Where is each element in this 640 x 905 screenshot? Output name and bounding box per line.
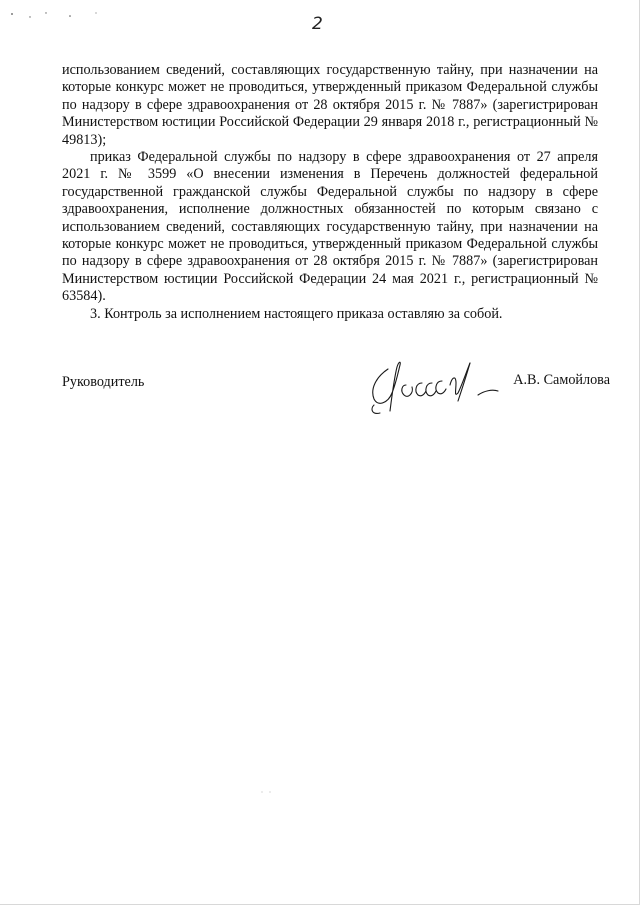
signature-block bbox=[62, 355, 610, 425]
handwritten-signature bbox=[366, 355, 506, 419]
paragraph-control-clause: 3. Контроль за исполнением настоящего приказа оставляю за собой. bbox=[90, 305, 503, 322]
paragraph-continuation: использованием сведений, составляющих государственную тайну, при назначении на которые конкурс может не проводиться, утвержденный приказом Федеральной службы по надзору в сфере здравоохранения от 28 октября 2015 г. № 7887» (зарегистрирован Министерством юстиции Российской Федерации 29 января 2018 г., регистрационный № 49813); bbox=[62, 62, 598, 148]
paragraph-order-reference: приказ Федеральной службы по надзору в сфере здравоохранения от 27 апреля 2021 г. № 3599 «О внесении изменения в Перечень должностей федеральной государственной гражданской службы Федеральной службы по надзору в сфере здравоохранения, исполнение должностных обязанностей по которым связано с использованием сведений, составляющих государственную тайну, при назначении на которые конкурс может не проводиться, утвержденный приказом Федеральной службы по надзору в сфере здравоохранения от 28 октября 2015 г. № 7887» (зарегистрирован Министерством юстиции Российской Федерации 24 мая 2021 г., регистрационный № 63584). bbox=[62, 149, 598, 305]
document-body bbox=[62, 62, 598, 323]
signer-title: Руководитель bbox=[62, 374, 145, 390]
signer-name: А.В. Самойлова bbox=[513, 372, 610, 388]
page-number: 2 bbox=[312, 14, 323, 34]
